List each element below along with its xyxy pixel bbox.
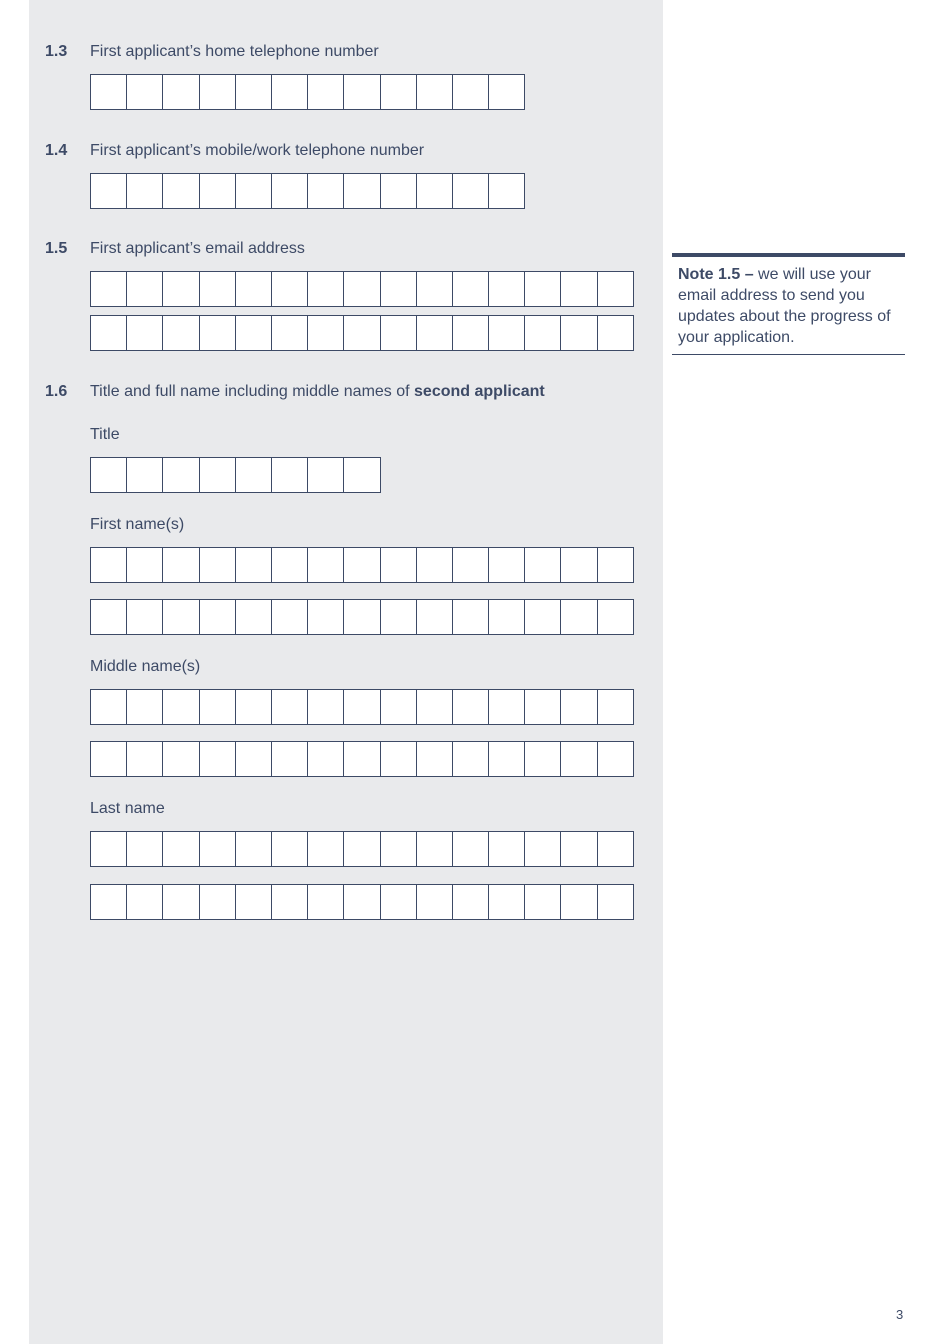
question-label-1-6 (90, 383, 545, 401)
character-box[interactable] (163, 272, 199, 306)
character-box[interactable] (163, 742, 199, 776)
character-box[interactable] (236, 75, 272, 109)
character-box[interactable] (598, 885, 634, 919)
character-box[interactable] (561, 690, 597, 724)
character-box[interactable] (381, 600, 417, 634)
character-box[interactable] (598, 742, 634, 776)
character-box[interactable] (489, 690, 525, 724)
character-box[interactable] (308, 174, 344, 208)
character-box[interactable] (453, 548, 489, 582)
character-box[interactable] (127, 75, 163, 109)
character-box[interactable] (417, 75, 453, 109)
character-box[interactable] (417, 316, 453, 350)
character-box[interactable] (344, 600, 380, 634)
question-label-1-4: First applicant’s mobile/work telephone number (90, 142, 425, 159)
character-box[interactable] (163, 690, 199, 724)
character-box[interactable] (91, 690, 127, 724)
character-box[interactable] (381, 690, 417, 724)
character-box[interactable] (163, 75, 199, 109)
character-box[interactable] (381, 75, 417, 109)
first-name-input-row-1[interactable] (90, 547, 634, 583)
character-box[interactable] (163, 600, 199, 634)
character-box[interactable] (200, 600, 236, 634)
character-box[interactable] (344, 316, 380, 350)
character-box[interactable] (417, 174, 453, 208)
character-box[interactable] (344, 832, 380, 866)
character-box[interactable] (127, 174, 163, 208)
character-box[interactable] (200, 316, 236, 350)
character-box[interactable] (236, 885, 272, 919)
character-box[interactable] (236, 832, 272, 866)
character-box[interactable] (163, 316, 199, 350)
character-box[interactable] (272, 75, 308, 109)
character-box[interactable] (453, 742, 489, 776)
character-box[interactable] (308, 548, 344, 582)
character-box[interactable] (344, 458, 380, 492)
character-box[interactable] (417, 742, 453, 776)
character-box[interactable] (236, 548, 272, 582)
last-name-input-row-2[interactable] (90, 884, 634, 920)
character-box[interactable] (489, 75, 525, 109)
character-box[interactable] (525, 316, 561, 350)
character-box[interactable] (381, 316, 417, 350)
character-box[interactable] (381, 832, 417, 866)
character-box[interactable] (308, 458, 344, 492)
middle-name-label: Middle name(s) (90, 658, 201, 675)
character-box[interactable] (308, 832, 344, 866)
character-box[interactable] (598, 690, 634, 724)
character-box[interactable] (598, 600, 634, 634)
note-text: we will use your email address to send you updates about the progress of your application. (678, 266, 891, 346)
character-box[interactable] (272, 832, 308, 866)
character-box[interactable] (272, 885, 308, 919)
character-box[interactable] (381, 174, 417, 208)
question-label-1-3: First applicant’s home telephone number (90, 43, 379, 60)
character-box[interactable] (344, 885, 380, 919)
character-box[interactable] (163, 885, 199, 919)
character-box[interactable] (525, 885, 561, 919)
character-box[interactable] (561, 742, 597, 776)
character-box[interactable] (200, 272, 236, 306)
character-box[interactable] (453, 174, 489, 208)
character-box[interactable] (236, 742, 272, 776)
character-box[interactable] (381, 548, 417, 582)
character-box[interactable] (91, 75, 127, 109)
character-box[interactable] (91, 885, 127, 919)
character-box[interactable] (489, 600, 525, 634)
character-box[interactable] (91, 458, 127, 492)
character-box[interactable] (91, 832, 127, 866)
character-box[interactable] (381, 742, 417, 776)
character-box[interactable] (272, 600, 308, 634)
character-box[interactable] (453, 885, 489, 919)
question-label-1-6-bold: second applicant (414, 383, 545, 400)
character-box[interactable] (272, 458, 308, 492)
character-box[interactable] (453, 272, 489, 306)
character-box[interactable] (453, 75, 489, 109)
character-box[interactable] (127, 832, 163, 866)
character-box[interactable] (381, 885, 417, 919)
home-telephone-input[interactable] (90, 74, 525, 110)
character-box[interactable] (417, 832, 453, 866)
note-1-5 (672, 253, 905, 355)
character-box[interactable] (127, 316, 163, 350)
character-box[interactable] (525, 742, 561, 776)
character-box[interactable] (91, 742, 127, 776)
character-box[interactable] (127, 458, 163, 492)
character-box[interactable] (308, 885, 344, 919)
character-box[interactable] (91, 600, 127, 634)
character-box[interactable] (561, 832, 597, 866)
question-number-1-4: 1.4 (45, 142, 68, 159)
character-box[interactable] (525, 272, 561, 306)
character-box[interactable] (489, 832, 525, 866)
character-box[interactable] (236, 272, 272, 306)
character-box[interactable] (127, 885, 163, 919)
character-box[interactable] (91, 272, 127, 306)
character-box[interactable] (236, 458, 272, 492)
character-box[interactable] (525, 832, 561, 866)
character-box[interactable] (308, 316, 344, 350)
note-heading: Note 1.5 – (678, 266, 754, 283)
question-number-1-5: 1.5 (45, 240, 68, 257)
character-box[interactable] (598, 316, 634, 350)
email-input-row-2[interactable] (90, 315, 634, 351)
character-box[interactable] (308, 742, 344, 776)
character-box[interactable] (344, 174, 380, 208)
character-box[interactable] (417, 690, 453, 724)
character-box[interactable] (525, 600, 561, 634)
character-box[interactable] (561, 885, 597, 919)
character-box[interactable] (200, 75, 236, 109)
character-box[interactable] (127, 548, 163, 582)
last-name-label: Last name (90, 800, 165, 817)
character-box[interactable] (163, 458, 199, 492)
character-box[interactable] (598, 548, 634, 582)
character-box[interactable] (200, 885, 236, 919)
character-box[interactable] (272, 548, 308, 582)
character-box[interactable] (525, 690, 561, 724)
question-number-1-3: 1.3 (45, 43, 68, 60)
character-box[interactable] (308, 75, 344, 109)
character-box[interactable] (561, 272, 597, 306)
page-number: 3 (896, 1307, 904, 1322)
character-box[interactable] (489, 885, 525, 919)
character-box[interactable] (344, 272, 380, 306)
character-box[interactable] (417, 548, 453, 582)
character-box[interactable] (417, 600, 453, 634)
character-box[interactable] (163, 832, 199, 866)
last-name-input-row-1[interactable] (90, 831, 634, 867)
character-box[interactable] (91, 548, 127, 582)
character-box[interactable] (200, 548, 236, 582)
character-box[interactable] (308, 600, 344, 634)
title-input[interactable] (90, 457, 381, 493)
character-box[interactable] (381, 272, 417, 306)
character-box[interactable] (525, 548, 561, 582)
character-box[interactable] (272, 272, 308, 306)
character-box[interactable] (344, 75, 380, 109)
character-box[interactable] (91, 316, 127, 350)
character-box[interactable] (453, 832, 489, 866)
character-box[interactable] (200, 742, 236, 776)
question-label-1-5: First applicant’s email address (90, 240, 305, 257)
character-box[interactable] (489, 174, 525, 208)
character-box[interactable] (127, 272, 163, 306)
character-box[interactable] (163, 174, 199, 208)
character-box[interactable] (127, 742, 163, 776)
mobile-work-telephone-input[interactable] (90, 173, 525, 209)
character-box[interactable] (344, 548, 380, 582)
character-box[interactable] (344, 742, 380, 776)
character-box[interactable] (598, 832, 634, 866)
character-box[interactable] (489, 316, 525, 350)
character-box[interactable] (561, 600, 597, 634)
character-box[interactable] (272, 742, 308, 776)
character-box[interactable] (200, 832, 236, 866)
character-box[interactable] (489, 272, 525, 306)
character-box[interactable] (489, 548, 525, 582)
character-box[interactable] (308, 690, 344, 724)
question-number-1-6: 1.6 (45, 383, 68, 400)
character-box[interactable] (453, 316, 489, 350)
character-box[interactable] (272, 316, 308, 350)
character-box[interactable] (236, 690, 272, 724)
character-box[interactable] (127, 600, 163, 634)
character-box[interactable] (200, 458, 236, 492)
character-box[interactable] (200, 174, 236, 208)
character-box[interactable] (453, 600, 489, 634)
character-box[interactable] (200, 690, 236, 724)
character-box[interactable] (236, 600, 272, 634)
middle-name-input-row-1[interactable] (90, 689, 634, 725)
character-box[interactable] (598, 272, 634, 306)
character-box[interactable] (236, 316, 272, 350)
middle-name-input-row-2[interactable] (90, 741, 634, 777)
first-name-input-row-2[interactable] (90, 599, 634, 635)
character-box[interactable] (561, 316, 597, 350)
character-box[interactable] (272, 690, 308, 724)
character-box[interactable] (127, 690, 163, 724)
email-input-row-1[interactable] (90, 271, 634, 307)
character-box[interactable] (417, 885, 453, 919)
character-box[interactable] (272, 174, 308, 208)
character-box[interactable] (417, 272, 453, 306)
character-box[interactable] (163, 548, 199, 582)
first-name-label: First name(s) (90, 516, 185, 533)
character-box[interactable] (561, 548, 597, 582)
character-box[interactable] (489, 742, 525, 776)
character-box[interactable] (344, 690, 380, 724)
character-box[interactable] (236, 174, 272, 208)
question-label-1-6-prefix: Title and full name including middle names of (90, 383, 415, 400)
character-box[interactable] (453, 690, 489, 724)
character-box[interactable] (91, 174, 127, 208)
title-label: Title (90, 426, 120, 443)
character-box[interactable] (308, 272, 344, 306)
